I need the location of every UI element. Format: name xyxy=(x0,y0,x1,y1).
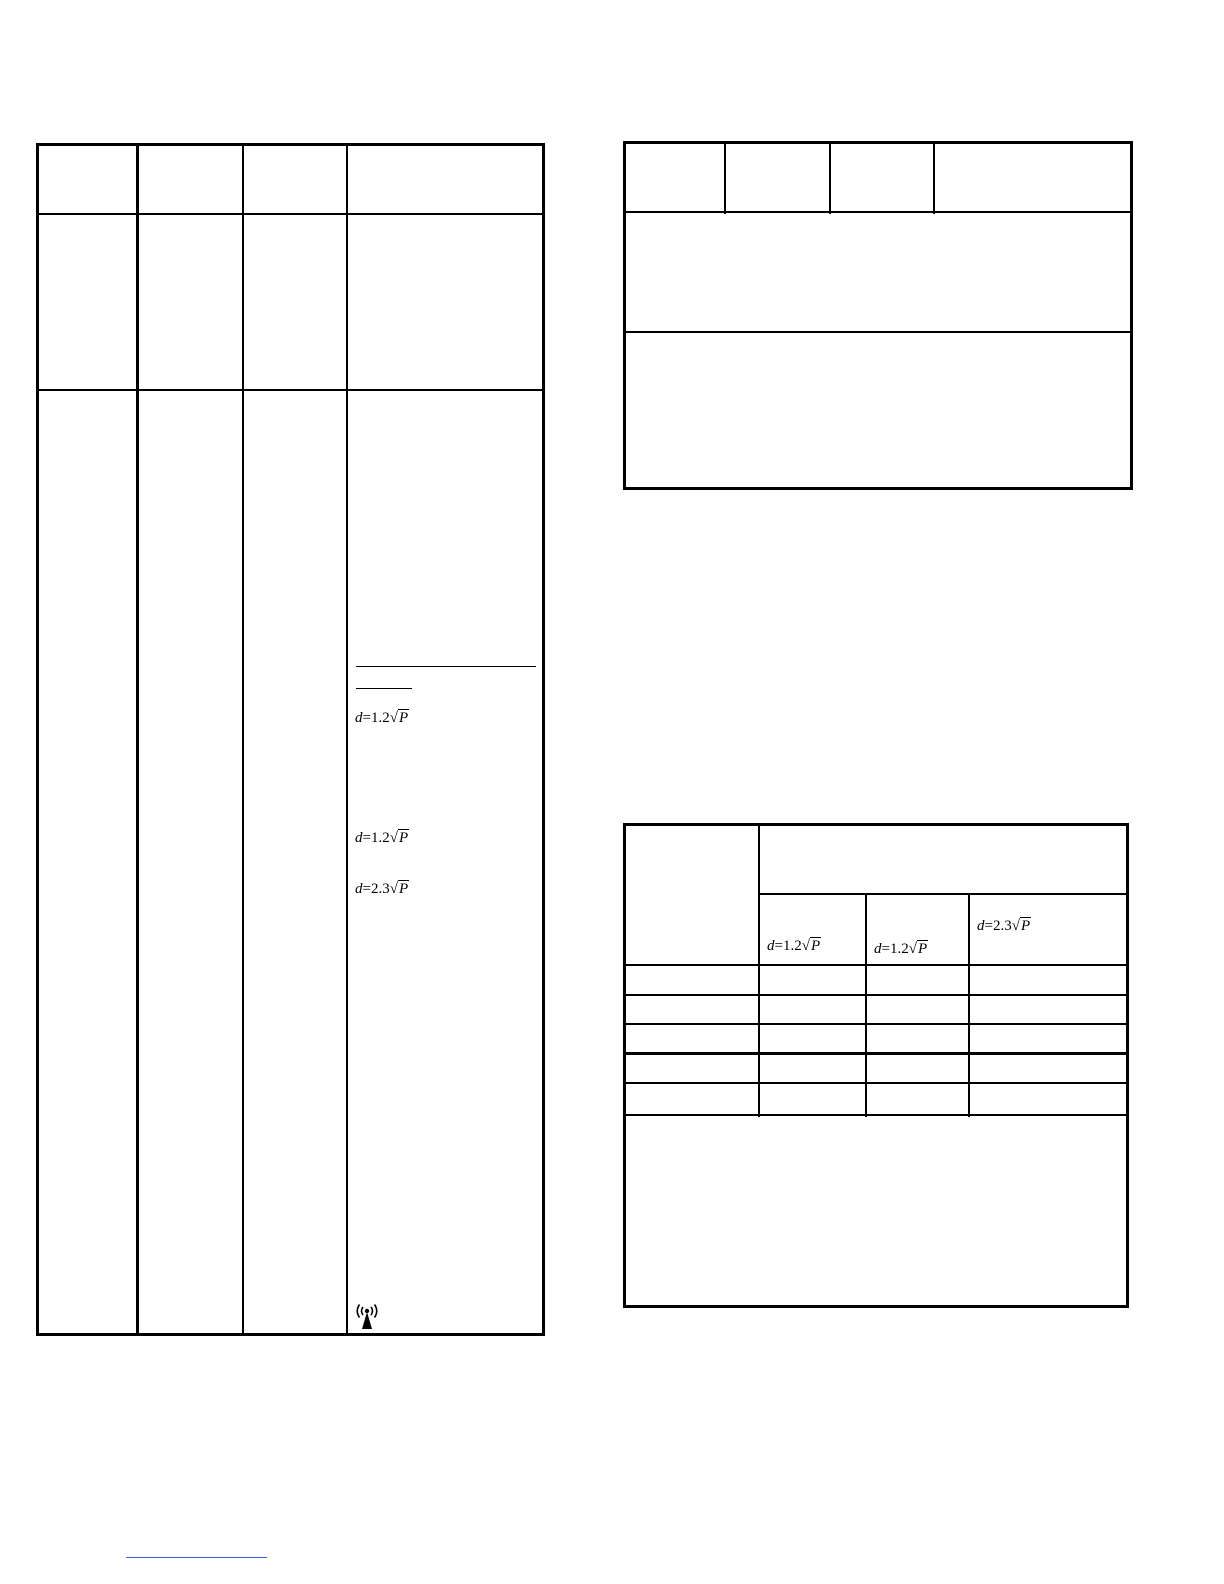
radio-emitter-icon xyxy=(354,1302,380,1330)
left-formula-1: d=1.2√P xyxy=(355,710,409,726)
right-top-table-frame xyxy=(623,141,1133,490)
right-top-col-sep-1 xyxy=(724,141,726,214)
left-table-frame xyxy=(36,143,545,1336)
distance-formula-3: d=2.3√P xyxy=(977,918,1031,934)
left-table-row-sep-1 xyxy=(36,213,545,215)
right-top-col-sep-3 xyxy=(933,141,935,214)
distance-row-sep-5 xyxy=(623,1082,1129,1084)
left-table-col-sep-2 xyxy=(242,143,244,1336)
distance-row-sep-2 xyxy=(623,994,1129,996)
distance-table-frame xyxy=(623,823,1129,1308)
distance-row-sep-4 xyxy=(623,1052,1129,1055)
left-formula-2: d=1.2√P xyxy=(355,830,409,846)
distance-row-sep-6 xyxy=(623,1114,1129,1116)
left-formula-3: d=2.3√P xyxy=(355,881,409,897)
left-table-col-sep-3 xyxy=(346,143,348,1336)
left-table-row-sep-2 xyxy=(36,389,545,391)
distance-formula-2: d=1.2√P xyxy=(874,941,928,957)
distance-formula-1: d=1.2√P xyxy=(767,938,821,954)
distance-row-sep-3 xyxy=(623,1023,1129,1025)
left-table-inner-rule-short xyxy=(356,688,412,689)
footer-link-underline[interactable] xyxy=(126,1557,267,1558)
distance-row-sep-1 xyxy=(623,964,1129,966)
distance-row-sep-header xyxy=(758,893,1129,895)
right-top-row-sep-2 xyxy=(623,331,1133,333)
left-table-inner-rule-long xyxy=(356,666,536,667)
distance-col-sep-1 xyxy=(758,823,760,1117)
left-table-col-sep-1 xyxy=(136,143,139,1336)
right-top-col-sep-2 xyxy=(829,141,831,214)
right-top-row-sep-1 xyxy=(623,211,1133,213)
